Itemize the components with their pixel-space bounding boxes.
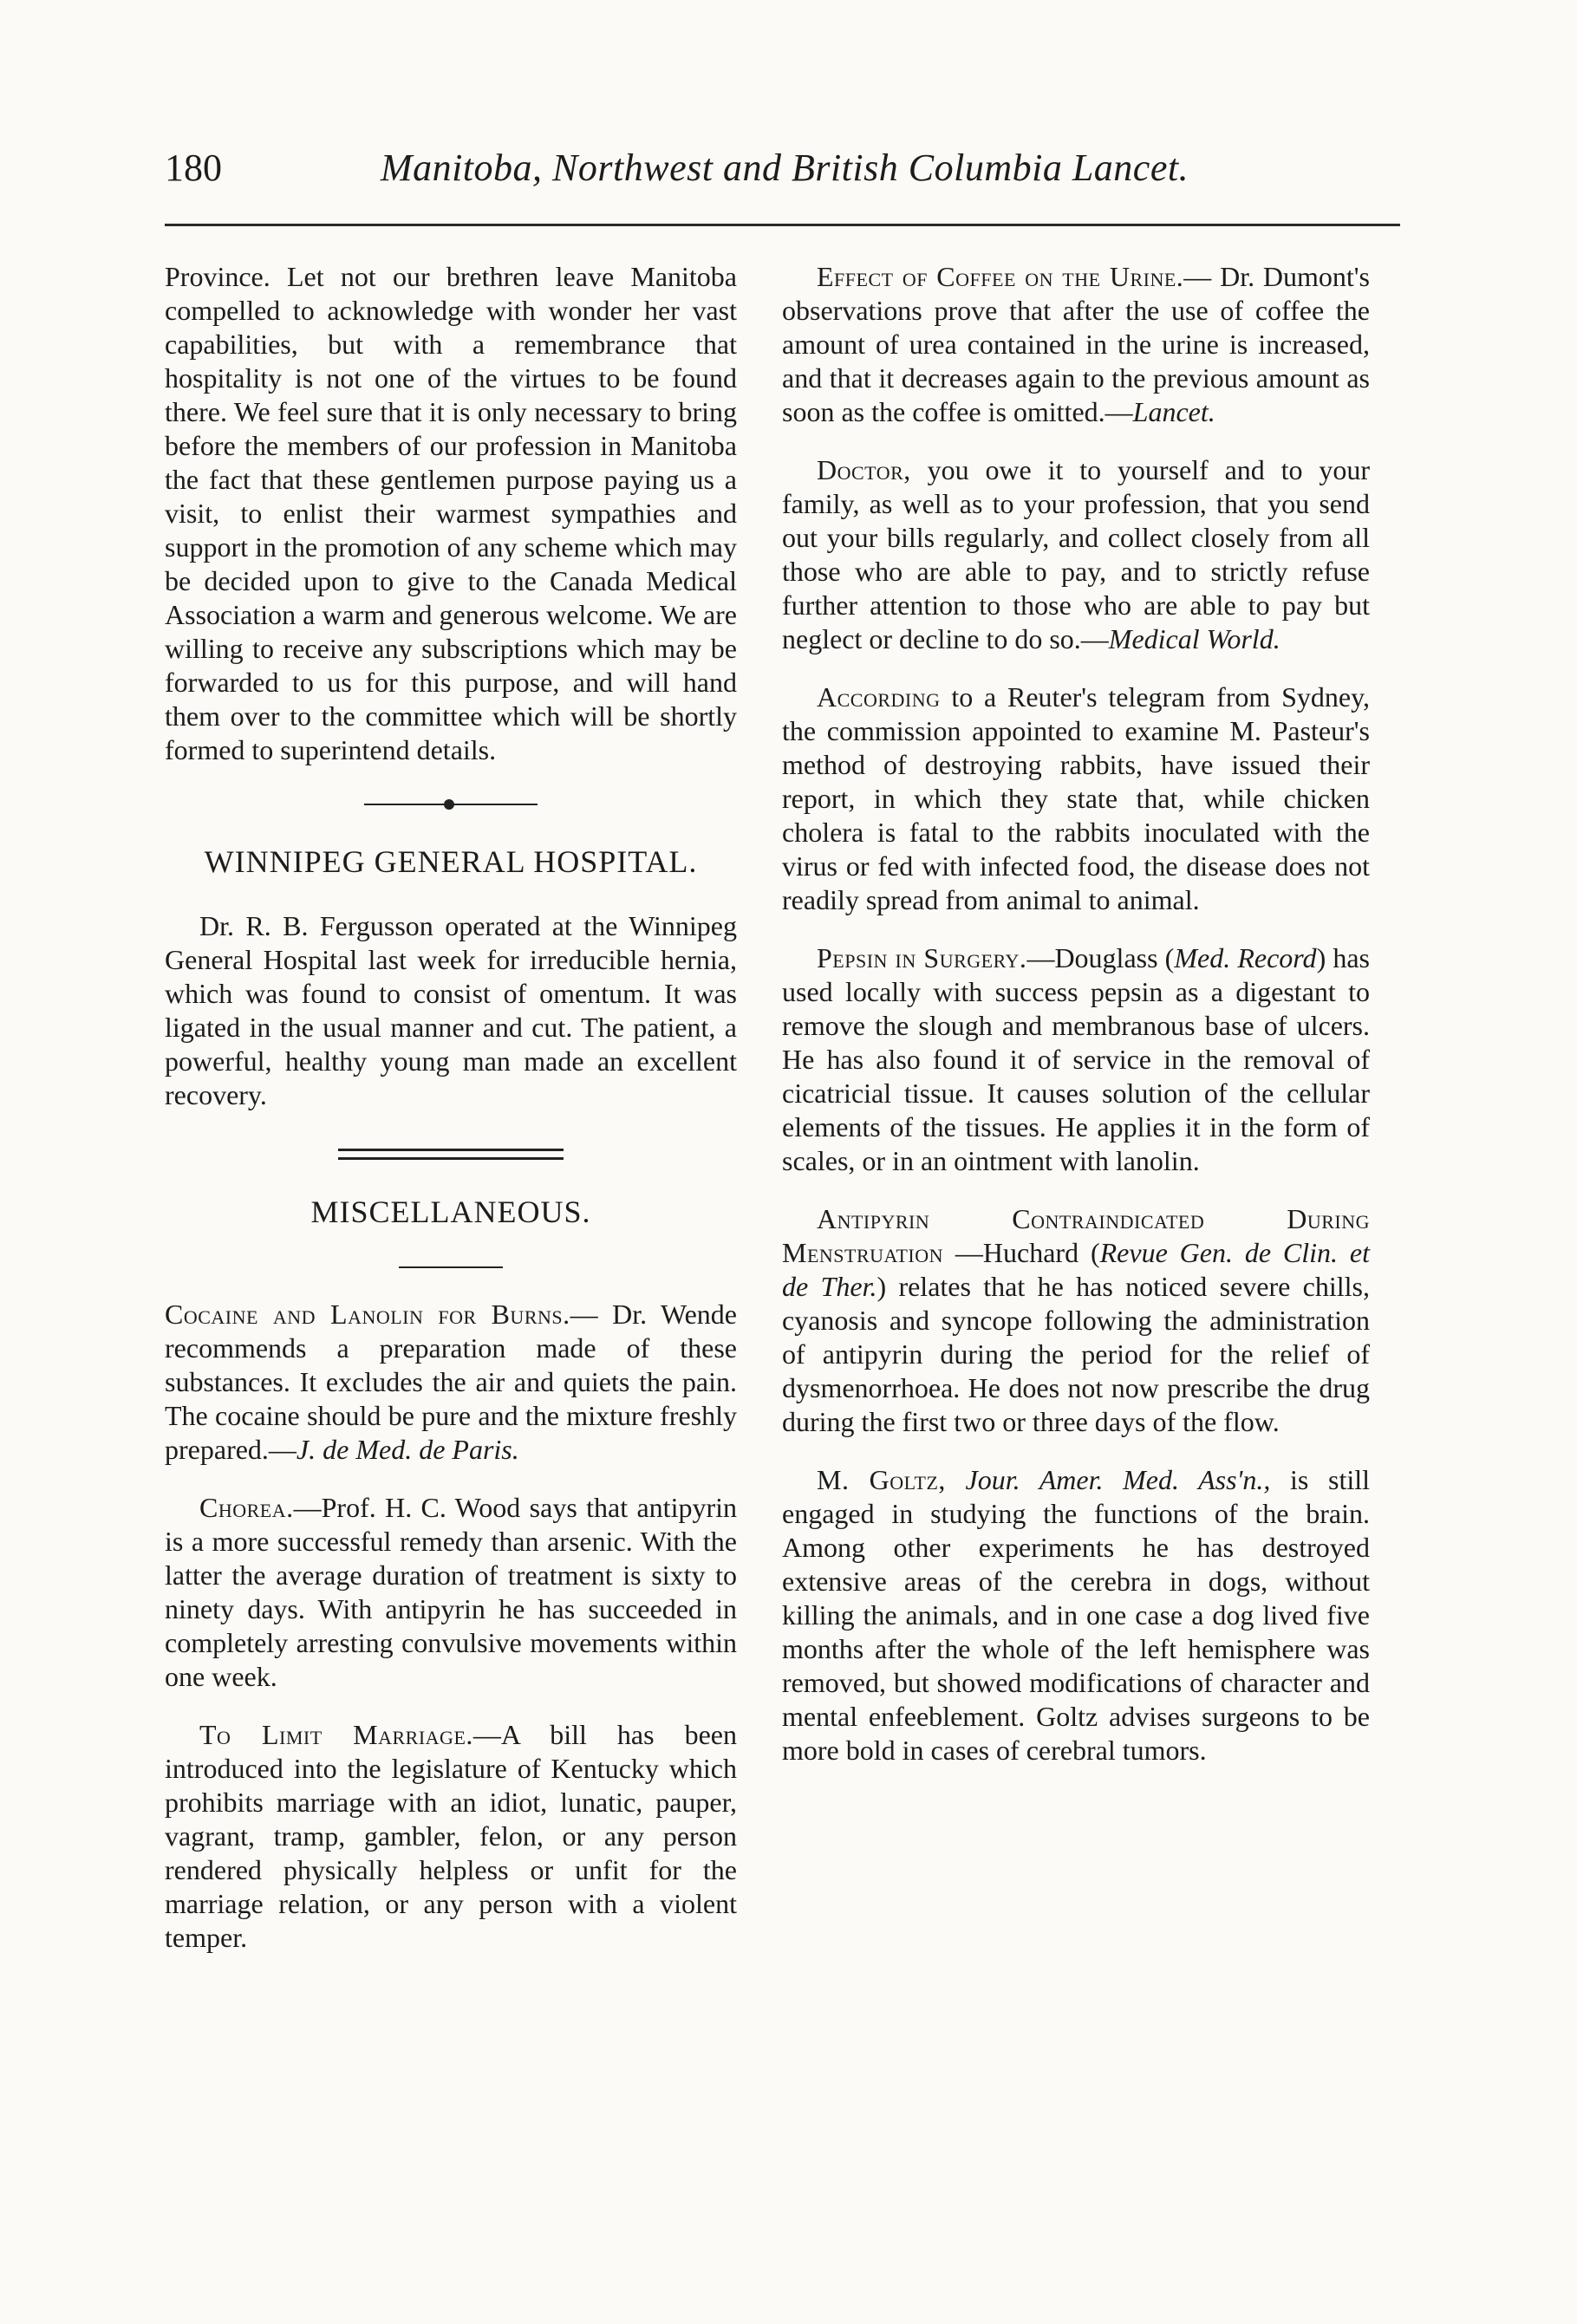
short-rule-divider bbox=[165, 1260, 737, 1277]
marriage-body: —A bill has been introduced into the legislature of Kentucky which prohibits marriage with an idiot, lunatic, pauper, vagrant, tramp, gambler, felon, or any person rendered physically helpless or unfit for the marriage relation, or any person with a violent temper. bbox=[165, 1719, 737, 1953]
pepsin-title: Pepsin in Surgery. bbox=[817, 942, 1027, 973]
antipyrin-ref: Revue Gen. de Clin. et de Ther. bbox=[782, 1237, 1371, 1302]
antipyrin-article bbox=[782, 1202, 1370, 1439]
goltz-lead: M. Goltz, bbox=[817, 1464, 946, 1495]
chorea-title: Chorea. bbox=[199, 1492, 294, 1523]
pepsin-article bbox=[782, 941, 1370, 1178]
cocaine-title: Cocaine and Lanolin for Burns. bbox=[165, 1299, 570, 1330]
according-body: to a Reuter's telegram from Sydney, the commission appointed to examine M. Pasteur's method of destroying rabbits, have issued their report, in which they state that, while chicken cholera is fatal to the rabbits inoculated with the virus or fed with infected food, the disease does not readily spread from animal to animal. bbox=[782, 681, 1370, 915]
marriage-article bbox=[165, 1718, 737, 1955]
pepsin-body-a: —Douglass ( bbox=[1026, 942, 1175, 973]
doctor-source: Medical World. bbox=[1108, 623, 1280, 654]
section-heading-miscellaneous: MISCELLANEOUS. bbox=[310, 1195, 591, 1229]
double-rule-divider bbox=[165, 1143, 737, 1168]
cocaine-source: J. de Med. de Paris. bbox=[296, 1434, 519, 1465]
coffee-body: — Dr. Dumont's observations prove that after the use of coffee the amount of urea contained in the urine is increased, and that it decreases again to the previous amount as soon as the coffee is omitted.— bbox=[782, 261, 1371, 427]
page-header bbox=[165, 146, 1404, 198]
antipyrin-title: Antipyrin Contraindicated During Menstruation bbox=[782, 1203, 1370, 1268]
left-column bbox=[165, 260, 737, 1979]
page-number: 180 bbox=[165, 146, 222, 189]
marriage-title: To Limit Marriage. bbox=[199, 1719, 473, 1750]
hospital-paragraph: Dr. R. B. Fergusson operated at the Winnipeg General Hospital last week for irreducible hernia, which was found to consist of omentum. It was ligated in the usual manner and cut. The patient, a powerful, healthy young man made an excellent recovery. bbox=[165, 910, 737, 1110]
doctor-article bbox=[782, 453, 1370, 656]
right-column bbox=[782, 260, 1370, 1792]
antipyrin-body-b: ) relates that he has noticed severe chills, cyanosis and syncope following the administration of antipyrin during the period for the relief of dysmenorrhoea. He does not now prescribe the drug during the first two or three days of the flow. bbox=[782, 1271, 1371, 1437]
header-rule bbox=[165, 224, 1400, 226]
doctor-lead: Doctor, bbox=[817, 454, 911, 485]
according-article bbox=[782, 680, 1370, 917]
pepsin-ref: Med. Record bbox=[1174, 942, 1317, 973]
chorea-body: —Prof. H. C. Wood says that antipyrin is a more successful remedy than arsenic. With the latter the average duration of treatment is sixty to ninety days. With antipyrin he has succeeded in completely arresting convulsive movements within one week. bbox=[165, 1492, 737, 1692]
section-divider-ornament bbox=[165, 791, 737, 817]
section-heading-hospital: WINNIPEG GENERAL HOSPITAL. bbox=[204, 844, 698, 879]
cocaine-body: — Dr. Wende recommends a preparation made of these substances. It excludes the air and quiets the pain. The cocaine should be pure and the mixture freshly prepared.— bbox=[165, 1299, 738, 1465]
goltz-body: is still engaged in studying the functions of the brain. Among other experiments he has destroyed extensive areas of the cerebra in dogs, without killing the animals, and in one case a dog lived five months after the whole of the left hemisphere was removed, but showed modifications of character and mental enfeeblement. Goltz advises surgeons to be more bold in cases of cerebral tumors. bbox=[782, 1464, 1371, 1766]
antipyrin-body-a: —Huchard ( bbox=[943, 1237, 1100, 1268]
doctor-body: you owe it to yourself and to your family, as well as to your profession, that you send out your bills regularly, and collect closely from all those who are able to pay, and to strictly refuse further attention to those who are able to pay but neglect or decline to do so.— bbox=[782, 454, 1370, 654]
chorea-article bbox=[165, 1491, 737, 1694]
cocaine-article bbox=[165, 1298, 737, 1467]
pepsin-body-b: ) has used locally with success pepsin as a digestant to remove the slough and membranous base of ulcers. He has also found it of service in the removal of cicatricial tissue. It causes solution of the cellular elements of the tissues. He applies it in the form of scales, or in an ointment with lanolin. bbox=[782, 942, 1371, 1176]
intro-paragraph: Province. Let not our brethren leave Manitoba compelled to acknowledge with wonder her vast capabilities, but with a remembrance that hospitality is not one of the virtues to be found there. We feel sure that it is only necessary to bring before the members of our profession in Manitoba the fact that these gentlemen purpose paying us a visit, to enlist their warmest sympathies and support in the promotion of any scheme which may be decided upon to give to the Canada Medical Association a warm and generous welcome. We are willing to receive any subscriptions which may be forwarded to us for this purpose, and will hand them over to the committee which will be shortly formed to superintend details. bbox=[165, 261, 737, 765]
coffee-article bbox=[782, 260, 1370, 429]
coffee-source: Lancet. bbox=[1132, 396, 1215, 427]
coffee-title: Effect of Coffee on the Urine. bbox=[817, 261, 1184, 292]
running-title: Manitoba, Northwest and British Columbia Lancet. bbox=[380, 146, 1189, 189]
goltz-article bbox=[782, 1463, 1370, 1767]
according-lead: According bbox=[817, 681, 941, 713]
goltz-ref: Jour. Amer. Med. Ass'n., bbox=[945, 1464, 1271, 1495]
